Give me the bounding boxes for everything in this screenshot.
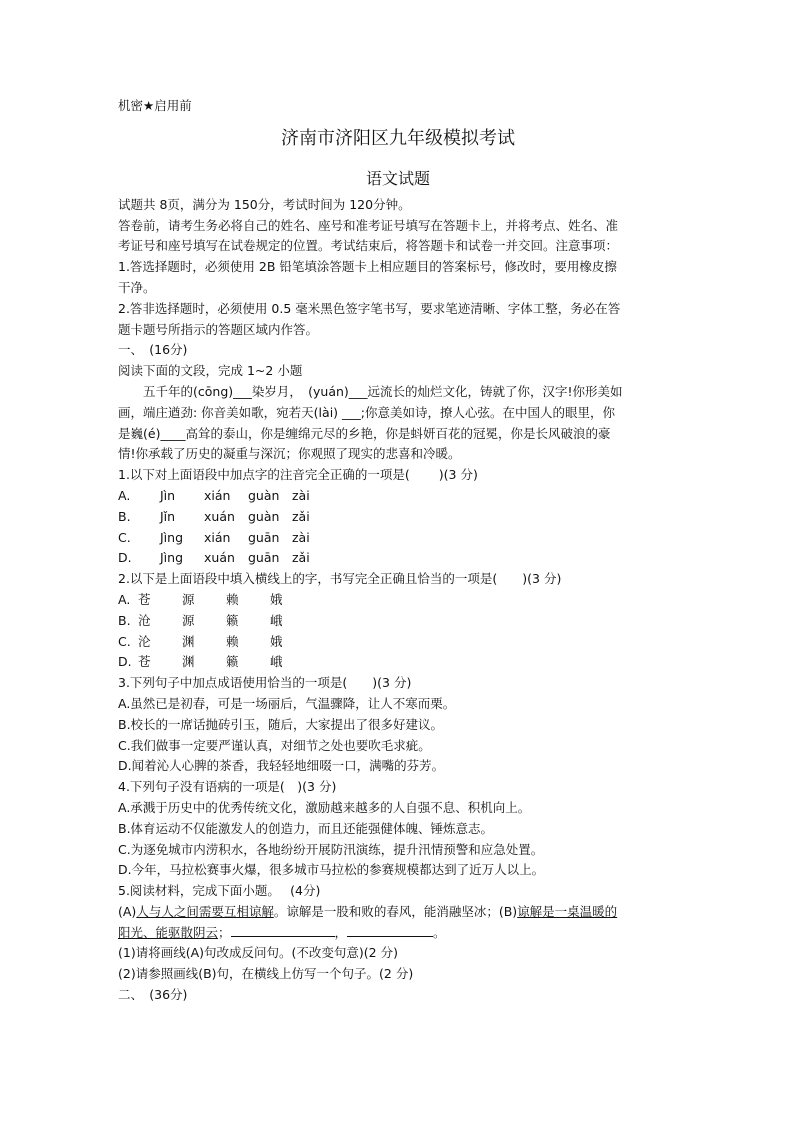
option-cell: zài: [292, 487, 310, 503]
question-stem: 1.以下对上面语段中加点字的注音完全正确的一项是( )(3 分): [118, 467, 478, 483]
label-a: (A): [118, 903, 137, 919]
intro-line: 干净。: [118, 279, 156, 295]
exam-subtitle: 语文试题: [365, 168, 430, 188]
material-text: 。: [433, 924, 446, 940]
option-row: [118, 652, 678, 673]
underlined-sentence-b: 谅解是一桌温暖的: [517, 903, 618, 919]
option-row: [118, 528, 678, 549]
passage-line: 是巍(é)____高耸的泰山，你是缠绵元尽的乡艳，你是蚪妍百花的冠冕，你是长风破浪的豪: [118, 425, 611, 441]
option-cell: 峨: [270, 654, 283, 670]
option-cell: xián: [204, 487, 231, 503]
option-c: C.为逐免城市内涝积水，各地纷纷开展防汛演练，提升汛情预警和应急处置。: [118, 841, 544, 857]
exam-page: [118, 96, 678, 1006]
option-cell: guàn: [248, 508, 280, 524]
q2-options: [118, 590, 678, 673]
material-line: [118, 902, 678, 923]
option-cell: Jǐn: [160, 508, 176, 524]
intro-line: 试题共 8页，满分为 150分，考试时间为 120分钟。: [118, 196, 411, 212]
option-letter: A.: [118, 591, 131, 607]
option-letter: D.: [118, 550, 132, 566]
option-letter: A.: [118, 487, 131, 503]
confidential-label: 机密★启用前: [118, 98, 192, 113]
option-cell: 沧: [138, 612, 151, 628]
intro-line: 答卷前，请考生务必将自己的姓名、座号和准考证号填写在答题卡上，并将考点、姓名、准: [118, 217, 619, 233]
option-cell: 籁: [226, 612, 239, 628]
option-cell: 渊: [182, 633, 195, 649]
section-heading: 二、 (36分): [118, 987, 188, 1003]
material-line: [118, 923, 678, 944]
passage-line: 画，端庄遒劲: 你音美如歌，宛若天(lài) ___;你意美如诗，撩人心弦。在中国人的眼里，你: [118, 404, 615, 420]
underlined-sentence-b-cont: 阳光、能驱散阴云: [118, 924, 219, 940]
material-text: ，: [334, 924, 348, 940]
option-cell: zài: [292, 529, 310, 545]
option-cell: Jìn: [160, 487, 176, 503]
question-stem: 3.下列句子中加点成语使用恰当的一项是( )(3 分): [118, 675, 412, 691]
option-cell: 娥: [270, 591, 283, 607]
option-b: B.校长的一席话抛砖引玉，随后，大家提出了很多好建议。: [118, 716, 444, 732]
intro-line: 考证号和座号填写在试卷规定的位置。考试结束后，将答题卡和试卷一并交回。注意事项：: [118, 238, 619, 254]
option-cell: 沦: [138, 633, 151, 649]
option-cell: 赖: [226, 633, 239, 649]
passage-line: 情!你承载了历史的凝重与深沉；你观照了现实的悲喜和冷暖。: [118, 446, 461, 462]
material-text: 。谅解是一股和败的春风，能消融坚冰；(B): [273, 903, 518, 919]
question-stem: 2.以下是上面语段中填入横线上的字，书写完全正确且恰当的一项是( )(3 分): [118, 571, 562, 587]
option-cell: 源: [182, 591, 195, 607]
section-heading: 一、 (16分): [118, 342, 188, 358]
option-cell: 源: [182, 612, 195, 628]
question-stem: 5.阅读材料，完成下面小题。 (4分): [118, 883, 321, 899]
option-letter: C.: [118, 529, 131, 545]
option-cell: 峨: [270, 612, 283, 628]
question-stem: 4.下列句子没有语病的一项是( )(3 分): [118, 779, 337, 795]
option-a: A.虽然已是初春，可是一场丽后，气温骤降，让人不寒而栗。: [118, 695, 456, 711]
option-d: D.闻着沁人心脾的茶香，我轻轻地细啜一口，满嘴的芬芳。: [118, 758, 445, 774]
underlined-sentence-a: 人与人之间需要互相谅解: [136, 903, 274, 919]
option-cell: 娥: [270, 633, 283, 649]
option-row: [118, 632, 678, 653]
option-letter: B.: [118, 612, 131, 628]
option-cell: xuán: [204, 508, 235, 524]
option-cell: xuán: [204, 550, 235, 566]
option-row: [118, 507, 678, 528]
option-cell: 苍: [138, 591, 151, 607]
material-text: ；: [218, 924, 231, 940]
option-cell: zǎi: [292, 550, 310, 566]
intro-line: 题卡题号所指示的答题区域内作答。: [118, 321, 319, 337]
sub-question: (2)请参照画线(B)句，在横线上仿写一个句子。(2 分): [118, 966, 414, 982]
option-c: C.我们做事一定要严谨认真，对细节之处也要吹毛求疵。: [118, 737, 431, 753]
option-letter: C.: [118, 633, 131, 649]
intro-block: [118, 195, 678, 341]
answer-blank[interactable]: [347, 924, 433, 937]
option-cell: guàn: [248, 487, 280, 503]
intro-line: 1.答选择题时，必须使用 2B 铅笔填涂答题卡上相应题目的答案标号，修改时，要用橡皮擦: [118, 259, 617, 275]
option-a: A.承溅于历史中的优秀传统文化，激励越来越多的人自强不息、积机向上。: [118, 799, 531, 815]
exam-title: 济南市济阳区九年级模拟考试: [281, 127, 515, 149]
option-cell: 渊: [182, 654, 195, 670]
option-cell: zǎi: [292, 508, 310, 524]
option-d: D.今年，马拉松赛事火爆，很多城市马拉松的参赛规模都达到了近万人以上。: [118, 862, 545, 878]
option-cell: 赖: [226, 591, 239, 607]
option-row: [118, 611, 678, 632]
q1-options: [118, 486, 678, 569]
reading-instruction: 阅读下面的文段，完成 1~2 小题: [118, 363, 303, 379]
answer-blank[interactable]: [231, 924, 335, 937]
option-cell: 苍: [138, 654, 151, 670]
option-row: [118, 590, 678, 611]
option-cell: guān: [248, 529, 280, 545]
option-cell: Jìng: [160, 529, 184, 545]
option-cell: guān: [248, 550, 280, 566]
option-cell: 籁: [226, 654, 239, 670]
option-letter: B.: [118, 508, 131, 524]
sub-question: (1)请将画线(A)句改成反问句。(不改变句意)(2 分): [118, 945, 398, 961]
option-row: [118, 486, 678, 507]
option-cell: xián: [204, 529, 231, 545]
option-cell: Jìng: [160, 550, 184, 566]
intro-line: 2.答非选择题时，必须使用 0.5 毫米黑色签字笔书写，要求笔迹清晰、字体工整，务必在答: [118, 300, 621, 316]
option-row: [118, 548, 678, 569]
option-b: B.体育运动不仅能激发人的创造力，而且还能强健体魄、锤炼意志。: [118, 820, 494, 836]
option-letter: D.: [118, 654, 132, 670]
passage-line: 五千年的(cōng)___染岁月， (yuán)___远流长的灿烂文化，铸就了你，汉字!你形美如: [143, 383, 623, 399]
